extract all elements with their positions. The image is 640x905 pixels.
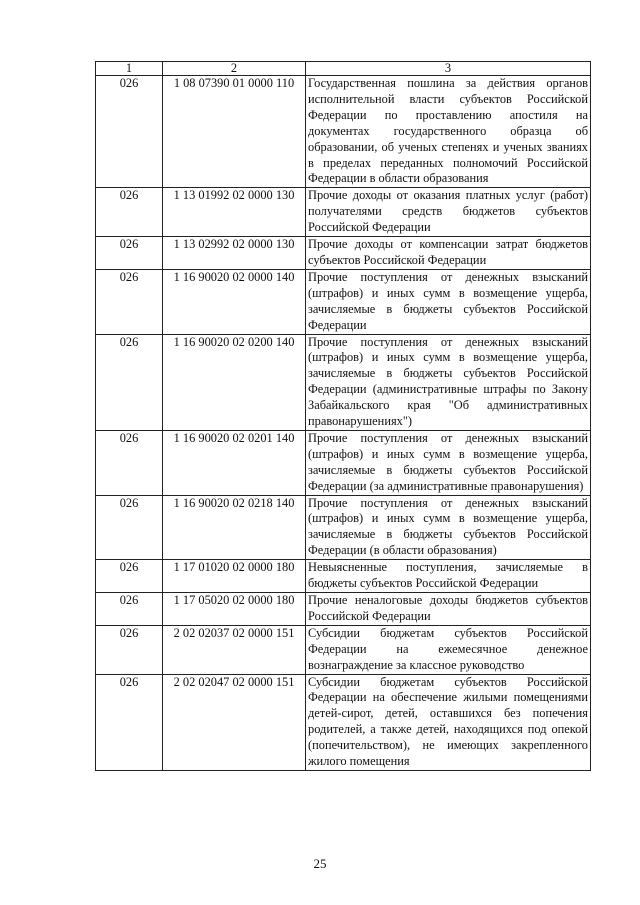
admin-code-cell: 026 xyxy=(96,593,163,626)
table-row xyxy=(96,430,591,495)
revenue-name-cell: Прочие поступления от денежных взысканий (штрафов) и иных сумм в возмещение ущерба, зачисляемые в бюджеты субъектов Российской Федерации xyxy=(306,269,591,334)
table-row xyxy=(96,674,591,770)
revenue-name-cell: Субсидии бюджетам субъектов Российской Федерации на обеспечение жилыми помещениями детей-сирот, детей, оставшихся без попечения родителей, а также детей, находящихся под опекой (попечительством), не имеющих закрепленного жилого помещения xyxy=(306,674,591,770)
revenue-name-cell: Прочие доходы от оказания платных услуг (работ) получателями средств бюджетов субъектов Российской Федерации xyxy=(306,188,591,237)
revenue-name-cell: Субсидии бюджетам субъектов Российской Федерации на ежемесячное денежное вознаграждение за классное руководство xyxy=(306,625,591,674)
table-row xyxy=(96,76,591,188)
column-header: 1 xyxy=(96,62,163,76)
revenue-name-cell: Прочие поступления от денежных взысканий (штрафов) и иных сумм в возмещение ущерба, зачисляемые в бюджеты субъектов Российской Федерации (в области образования) xyxy=(306,495,591,560)
classification-code-cell: 1 08 07390 01 0000 110 xyxy=(163,76,306,188)
admin-code-cell: 026 xyxy=(96,625,163,674)
table-row xyxy=(96,188,591,237)
admin-code-cell: 026 xyxy=(96,76,163,188)
column-header: 2 xyxy=(163,62,306,76)
admin-code-cell: 026 xyxy=(96,495,163,560)
column-header: 3 xyxy=(306,62,591,76)
admin-code-cell: 026 xyxy=(96,188,163,237)
classification-code-cell: 1 17 05020 02 0000 180 xyxy=(163,593,306,626)
table-row xyxy=(96,560,591,593)
admin-code-cell: 026 xyxy=(96,237,163,270)
revenue-name-cell: Прочие неналоговые доходы бюджетов субъектов Российской Федерации xyxy=(306,593,591,626)
admin-code-cell: 026 xyxy=(96,430,163,495)
classification-code-cell: 1 16 90020 02 0000 140 xyxy=(163,269,306,334)
table-row xyxy=(96,495,591,560)
admin-code-cell: 026 xyxy=(96,334,163,430)
admin-code-cell: 026 xyxy=(96,674,163,770)
revenue-name-cell: Государственная пошлина за действия органов исполнительной власти субъектов Российской Федерации по проставлению апостиля на документах государственного образца об образовании, об ученых степенях и ученых званиях в пределах переданных полномочий Российской Федерации в области образования xyxy=(306,76,591,188)
page-number: 25 xyxy=(313,856,327,871)
revenue-name-cell: Невыясненные поступления, зачисляемые в бюджеты субъектов Российской Федерации xyxy=(306,560,591,593)
classification-code-cell: 1 13 02992 02 0000 130 xyxy=(163,237,306,270)
admin-code-cell: 026 xyxy=(96,269,163,334)
classification-code-cell: 1 17 01020 02 0000 180 xyxy=(163,560,306,593)
table-row xyxy=(96,334,591,430)
classification-code-cell: 1 16 90020 02 0218 140 xyxy=(163,495,306,560)
revenue-name-cell: Прочие поступления от денежных взысканий (штрафов) и иных сумм в возмещение ущерба, зачисляемые в бюджеты субъектов Российской Федерации (административные штрафы по Закону Забайкальского края "Об административных правонарушениях") xyxy=(306,334,591,430)
revenue-codes-table xyxy=(95,61,591,771)
classification-code-cell: 1 16 90020 02 0201 140 xyxy=(163,430,306,495)
classification-code-cell: 1 13 01992 02 0000 130 xyxy=(163,188,306,237)
revenue-name-cell: Прочие поступления от денежных взысканий (штрафов) и иных сумм в возмещение ущерба, зачисляемые в бюджеты субъектов Российской Федерации (за административные правонарушения) xyxy=(306,430,591,495)
table-row xyxy=(96,269,591,334)
revenue-name-cell: Прочие доходы от компенсации затрат бюджетов субъектов Российской Федерации xyxy=(306,237,591,270)
table-header-row xyxy=(96,62,591,76)
classification-code-cell: 2 02 02047 02 0000 151 xyxy=(163,674,306,770)
admin-code-cell: 026 xyxy=(96,560,163,593)
table-row xyxy=(96,237,591,270)
classification-code-cell: 1 16 90020 02 0200 140 xyxy=(163,334,306,430)
table-row xyxy=(96,625,591,674)
table-row xyxy=(96,593,591,626)
classification-code-cell: 2 02 02037 02 0000 151 xyxy=(163,625,306,674)
